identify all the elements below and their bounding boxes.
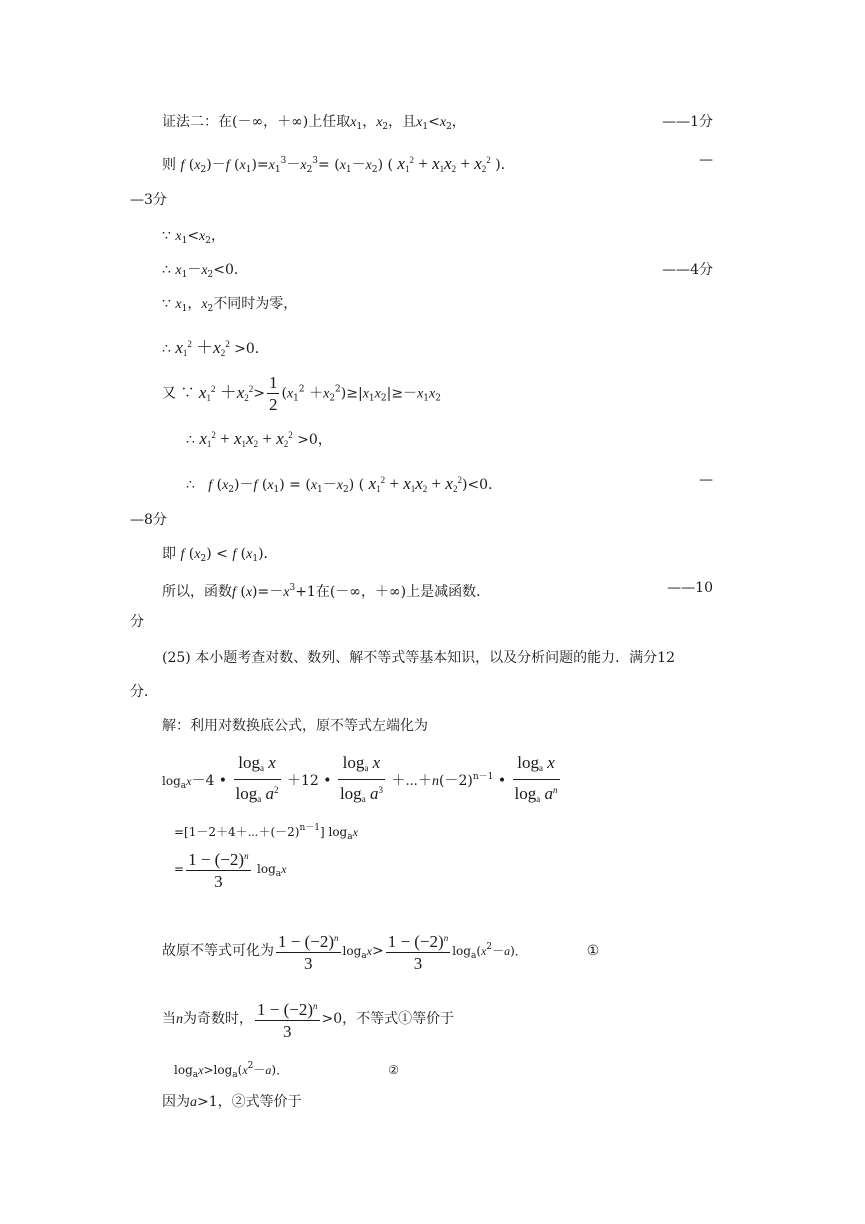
proof-line-4: ∴ $x_1-x_2<0$．: [162, 262, 248, 280]
score-11-cont: 分: [130, 614, 144, 630]
proof-line-3: ∵ $x_1<x_2$，: [162, 228, 225, 246]
q25-intro: (25) 本小题考查对数、数列、解不等式等基本知识，以及分析问题的能力．满分12: [162, 650, 676, 666]
score-2: —: [699, 152, 713, 168]
proof-line-9: ∴ f $(x_2)-f$ $(x_1) = (x_1-x_2)$ ( $x_1^2 + x_1x_2 + x_2^2)<0$．: [186, 474, 503, 495]
score-11: ——10: [667, 580, 713, 596]
proof-line-6: ∴ $x_1^2 +x_2^2 >0$．: [162, 338, 269, 358]
proof-line-10: 即 f $(x_2) < f$ $(x_1)$．: [162, 546, 278, 564]
score-2-cont: —3分: [130, 192, 167, 208]
proof-line-8: ∴ $x_1^2 + x_1x_2 + x_2^2 >0$，: [186, 429, 332, 449]
score-1: ——1分: [662, 114, 713, 130]
proof-line-7: 又 ∵ $x_1^2 +x_2^2>$ $\frac{1}{2}$ $(x_1^2 +x_2^2)\ge|x_1x_2|\ge-x_1x_2$: [162, 373, 441, 414]
q25-intro-cont: 分．: [130, 684, 158, 700]
q25-log-expression: $\log_ax-4$ • $\frac{\log_a x}{\log_a a^2}$ ＋12 • $\frac{\log_a x}{\log_a a^3}$ $+\cdots+n(-2)^{n-1}$ • $\frac{\log_a x}{\log_a a^n}$: [162, 753, 558, 804]
q25-inequality: 故原不等式可化为 $\frac{1 - (-2)^n}{3}$ $\log_ax>$ $\frac{1 - (-2)^n}{3}$ $\log_a(x^2-a)$． ①: [162, 928, 599, 974]
q25-eq2: $\log_ax>\log_a(x^2-a)$． ②: [174, 1061, 399, 1080]
q25-last: 因为a>1，②式等价于: [162, 1094, 302, 1110]
proof-line-2: 则 f $(x_2)-f$ $(x_1)=x_1^3-x_2^3= (x_1-x_2)$ ( $x_1^2 + x_1x_2 + x_2^2$ )．: [162, 154, 515, 175]
score-9-cont: —8分: [130, 512, 167, 528]
proof-line-11: 所以，函数f $(x)=-x^3+1$在(－∞，＋∞)上是减函数．: [162, 583, 491, 600]
q25-frac-result: = $\frac{1 - (-2)^n}{3}$ $\log_ax$: [174, 846, 286, 892]
score-4: ——4分: [662, 262, 713, 278]
proof-line-1: 证法二：在(－∞，＋∞)上任取$x_1$，$x_2$，且$x_1<x_2$，: [162, 114, 466, 132]
q25-odd-case: 当n为奇数时， $\frac{1 - (-2)^n}{3}$ >0，不等式①等价于: [162, 996, 454, 1042]
q25-sum: $=[1-2+4+\cdots+(-2)^{n-1}]$ $\log_ax$: [174, 823, 358, 842]
q25-solution: 解：利用对数换底公式，原不等式左端化为: [162, 718, 428, 734]
score-9: —: [699, 472, 713, 488]
proof-line-5: ∵ $x_1$，$x_2$不同时为零，: [162, 296, 298, 314]
